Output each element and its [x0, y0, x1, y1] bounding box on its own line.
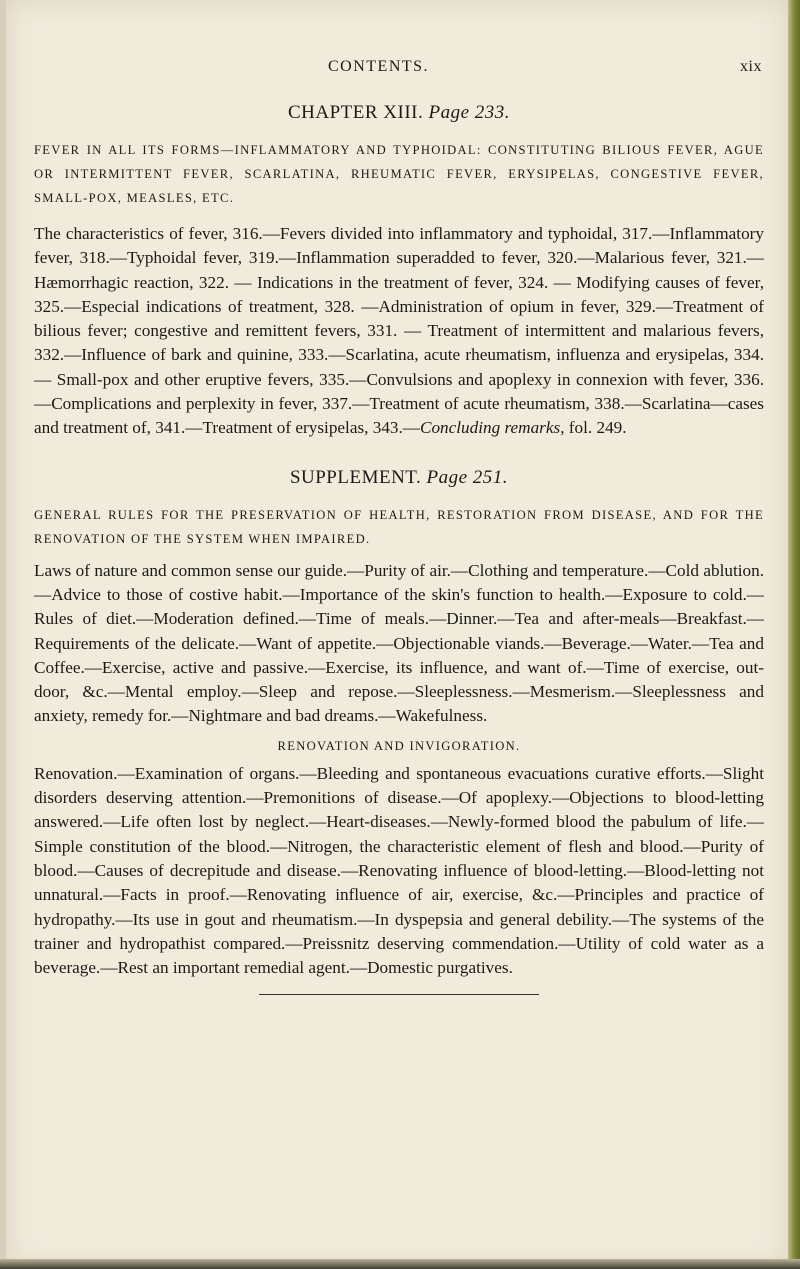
closing-rule — [259, 994, 539, 995]
renovation-body: Renovation.—Examination of organs.—Bleeding and spontaneous evacuations curative efforts.—Slight disorders deserving attention.—Premonitions of disease.—Of apoplexy.—Objections to blood-letting answered.—Life often lost by neglect.—Heart-diseases.—Newly-formed blood the pabulum of life.—Simple constitution of the blood.—Nitrogen, the characteristic element of flesh and blood.—Purity of blood.—Causes of decrepitude and disease.—Renovating influence of blood-letting.—Blood-letting not unnatural.—Facts in proof.—Renovating influence of air, exercise, &c.—Principles and practice of hydropathy.—Its use in gout and rheumatism.—In dyspepsia and general debility.—The systems of the trainer and hydropathist compared.—Preissnitz deserving commendation.—Utility of cold water as a beverage.—Rest an important remedial agent.—Domestic purgatives. — [34, 763, 764, 978]
page-number: xix — [740, 58, 762, 75]
page-edge-right — [788, 0, 800, 1269]
running-head — [6, 58, 788, 82]
book-page — [6, 0, 788, 1269]
chapter-summary: FEVER IN ALL ITS FORMS—INFLAMMATORY AND TYPHOIDAL: CONSTITUTING BILIOUS FEVER, AGUE OR INTERMITTENT FEVER, SCARLATINA, RHEUMATIC FEVER, ERYSIPELAS, CONGESTIVE FEVER, SMALL-POX, MEASLES, ETC. — [34, 143, 764, 205]
running-head-title: CONTENTS. — [328, 58, 430, 75]
chapter-body-text: The characteristics of fever, 316.—Fevers divided into inflammatory and typhoidal, 317.—Inflammatory fever, 318.—Typhoidal fever, 319.—Inflammation superadded to fever, 320.—Malarious fever, 321.—Hæmorrhagic reaction, 322. — Indications in the treatment of fever, 324. — Modifying causes of fever, 325.—Especial indications of treatment, 328. —Administration of opium in fever, 329.—Treatment of bilious fever; congestive and remittent fevers, 331. — Treatment of intermittent and malarious fevers, 332.—Influence of bark and quinine, 333.—Scarlatina, acute rheumatism, influenza and erysipelas, 334. — Small-pox and other eruptive fevers, 335.—Convulsions and apoplexy in connexion with fever, 336.—Complications and perplexity in fever, 337.—Treatment of acute rheumatism, 338.—Scarlatina—cases and treatment of, 341.—Treatment of erysipelas, 343.— — [34, 224, 764, 438]
page-edge-bottom — [0, 1259, 800, 1269]
renovation-subheading: RENOVATION AND INVIGORATION. — [277, 738, 521, 753]
supplement-page-ref: Page 251. — [426, 466, 509, 488]
chapter-title: CHAPTER XIII. — [287, 102, 424, 123]
chapter-page-ref: Page 233. — [428, 102, 511, 123]
chapter-heading — [34, 102, 764, 124]
chapter-body-end: fol. 249. — [564, 418, 627, 438]
supplement-title: SUPPLEMENT. — [289, 466, 422, 488]
chapter-body-italic: Concluding remarks, — [420, 418, 565, 438]
supplement-summary: GENERAL RULES FOR THE PRESERVATION OF HEALTH, RESTORATION FROM DISEASE, AND FOR THE RENOVATION OF THE SYSTEM WHEN IMPAIRED. — [34, 507, 764, 546]
page-content — [34, 102, 764, 995]
supplement-heading — [34, 467, 764, 489]
supplement-body: Laws of nature and common sense our guide.—Purity of air.—Clothing and temperature.—Cold ablution.—Advice to those of costive habit.—Importance of the skin's function to health.—Exposure to cold.—Rules of diet.—Moderation defined.—Time of meals.—Dinner.—Tea and after-meals—Breakfast.—Requirements of the delicate.—Want of appetite.—Objectionable viands.—Beverage.—Water.—Tea and Coffee.—Exercise, active and passive.—Exercise, its influence, and want of.—Time of exercise, out-door, &c.—Mental employ.—Sleep and repose.—Sleeplessness.—Mesmerism.—Sleeplessness and anxiety, remedy for.—Nightmare and bad dreams.—Wakefulness. — [34, 560, 764, 726]
chapter-body — [34, 222, 764, 441]
